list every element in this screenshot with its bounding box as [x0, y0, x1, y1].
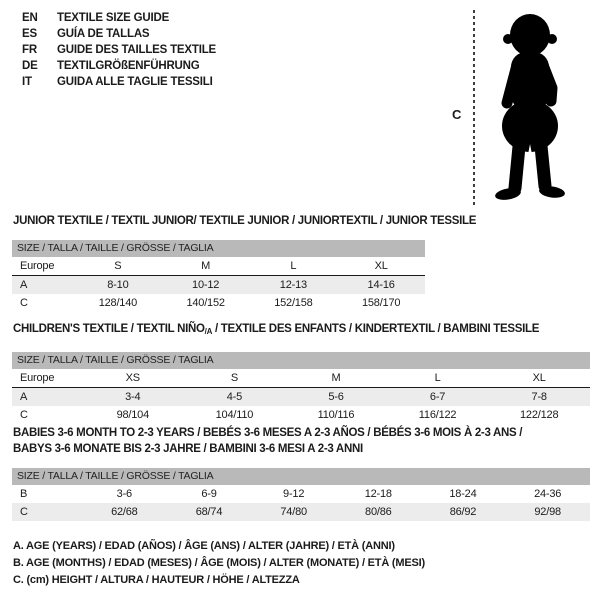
- title-text: / TEXTILE DES ENFANTS / KINDERTEXTIL / BAMBINI TESSILE: [212, 323, 540, 335]
- babies-section-title-line2: BABYS 3-6 MONATE BIS 2-3 JAHRE / BAMBINI 3-6 MESI A 2-3 ANNI: [13, 443, 363, 455]
- babies-section-title-line1: BABIES 3-6 MONTH TO 2-3 YEARS / BEBÉS 3-6 MESES A 2-3 AÑOS / BÉBÉS 3-6 MOIS À 2-3 ANS /: [13, 427, 523, 439]
- cell: 9-12: [283, 488, 305, 500]
- column-header: S: [184, 369, 286, 388]
- lang-row-en: [22, 10, 216, 26]
- cell: 12-18: [364, 488, 392, 500]
- cell: 104/110: [215, 409, 254, 421]
- children-section-title: [13, 323, 539, 336]
- column-header: L: [250, 257, 338, 276]
- table-row: [12, 276, 425, 295]
- lang-title: TEXTILGRÖßENFÜHRUNG: [57, 60, 200, 72]
- cell: 74/80: [280, 506, 307, 518]
- cell: 92/98: [534, 506, 561, 518]
- cell: 18-24: [449, 488, 477, 500]
- row-label: A: [20, 279, 28, 291]
- children-size-table: [12, 352, 590, 424]
- table-row: [12, 485, 590, 503]
- column-header: L: [387, 369, 489, 388]
- cell: 98/104: [116, 409, 150, 421]
- cell: 80/86: [365, 506, 392, 518]
- lang-code: EN: [22, 12, 38, 24]
- cell: 110/116: [317, 409, 355, 421]
- column-header: XS: [82, 369, 184, 388]
- cell: 3-4: [125, 391, 141, 403]
- junior-section-title: JUNIOR TEXTILE / TEXTIL JUNIOR/ TEXTILE JUNIOR / JUNIORTEXTIL / JUNIOR TESSILE: [13, 215, 477, 227]
- lang-code: DE: [22, 60, 38, 72]
- cell: 128/140: [98, 297, 138, 309]
- cell: 8-10: [107, 279, 129, 291]
- lang-title: GUIDE DES TAILLES TEXTILE: [57, 44, 216, 56]
- cell: 140/152: [186, 297, 225, 309]
- height-measure-dashed-line: [473, 10, 475, 206]
- footnote-c: C. (cm) HEIGHT / ALTURA / HAUTEUR / HÖHE / ALTEZZA: [13, 574, 300, 586]
- size-header-bar: SIZE / TALLA / TAILLE / GRÖSSE / TAGLIA: [12, 468, 590, 485]
- column-header: M: [285, 369, 387, 388]
- lang-code: FR: [22, 44, 37, 56]
- lang-row-es: [22, 26, 216, 42]
- row-label: C: [20, 297, 28, 309]
- language-header: [22, 10, 216, 90]
- title-text: CHILDREN'S TEXTILE / TEXTIL NIÑO: [13, 323, 205, 335]
- column-header: Europe: [12, 369, 82, 388]
- lang-row-de: [22, 58, 216, 74]
- lang-row-fr: [22, 42, 216, 58]
- row-label: C: [20, 506, 28, 518]
- lang-title: GUIDA ALLE TAGLIE TESSILI: [57, 76, 213, 88]
- cell: 24-36: [534, 488, 562, 500]
- cell: 158/170: [361, 297, 401, 309]
- column-header: XL: [488, 369, 590, 388]
- table-row: [12, 294, 425, 312]
- table-header-row: [12, 369, 590, 388]
- table-row: [12, 388, 590, 407]
- cell: 86/92: [449, 506, 477, 518]
- footnotes: [13, 538, 425, 589]
- cell: 152/158: [274, 297, 313, 309]
- title-subscript: /A: [204, 327, 213, 336]
- footnote-a: A. AGE (YEARS) / EDAD (AÑOS) / ÂGE (ANS) / ALTER (JAHRE) / ETÀ (ANNI): [13, 540, 395, 552]
- lang-title: GUÍA DE TALLAS: [57, 28, 150, 40]
- cell: 116/122: [418, 409, 457, 421]
- cell: 10-12: [192, 279, 220, 291]
- footnote-b: B. AGE (MONTHS) / EDAD (MESES) / ÂGE (MOIS) / ALTER (MONATE) / ETÀ (MESI): [13, 557, 425, 569]
- column-header: S: [74, 257, 162, 276]
- lang-code: ES: [22, 28, 37, 40]
- lang-code: IT: [22, 76, 32, 88]
- table-row: [12, 406, 590, 424]
- height-measure-label: C: [452, 107, 462, 122]
- cell: 5-6: [328, 391, 344, 403]
- cell: 12-13: [279, 279, 307, 291]
- table-row: [12, 503, 590, 521]
- size-header-bar: SIZE / TALLA / TAILLE / GRÖSSE / TAGLIA: [12, 240, 425, 257]
- row-label: B: [20, 488, 28, 500]
- babies-size-table: [12, 468, 590, 521]
- cell: 4-5: [226, 391, 243, 403]
- cell: 62/68: [111, 506, 138, 518]
- cell: 6-9: [201, 488, 217, 500]
- column-header: XL: [337, 257, 425, 276]
- baby-silhouette-image: [482, 8, 578, 206]
- cell: 7-8: [531, 391, 547, 403]
- row-label: C: [20, 409, 28, 421]
- size-header-bar: SIZE / TALLA / TAILLE / GRÖSSE / TAGLIA: [12, 352, 590, 369]
- column-header: Europe: [12, 257, 74, 276]
- junior-size-table: [12, 240, 425, 312]
- lang-title: TEXTILE SIZE GUIDE: [57, 12, 170, 24]
- cell: 6-7: [429, 391, 446, 403]
- column-header: M: [162, 257, 250, 276]
- table-header-row: [12, 257, 425, 276]
- cell: 3-6: [116, 488, 132, 500]
- cell: 68/74: [195, 506, 223, 518]
- cell: 14-16: [367, 279, 395, 291]
- cell: 122/128: [520, 409, 559, 421]
- lang-row-it: [22, 74, 216, 90]
- row-label: A: [20, 391, 28, 403]
